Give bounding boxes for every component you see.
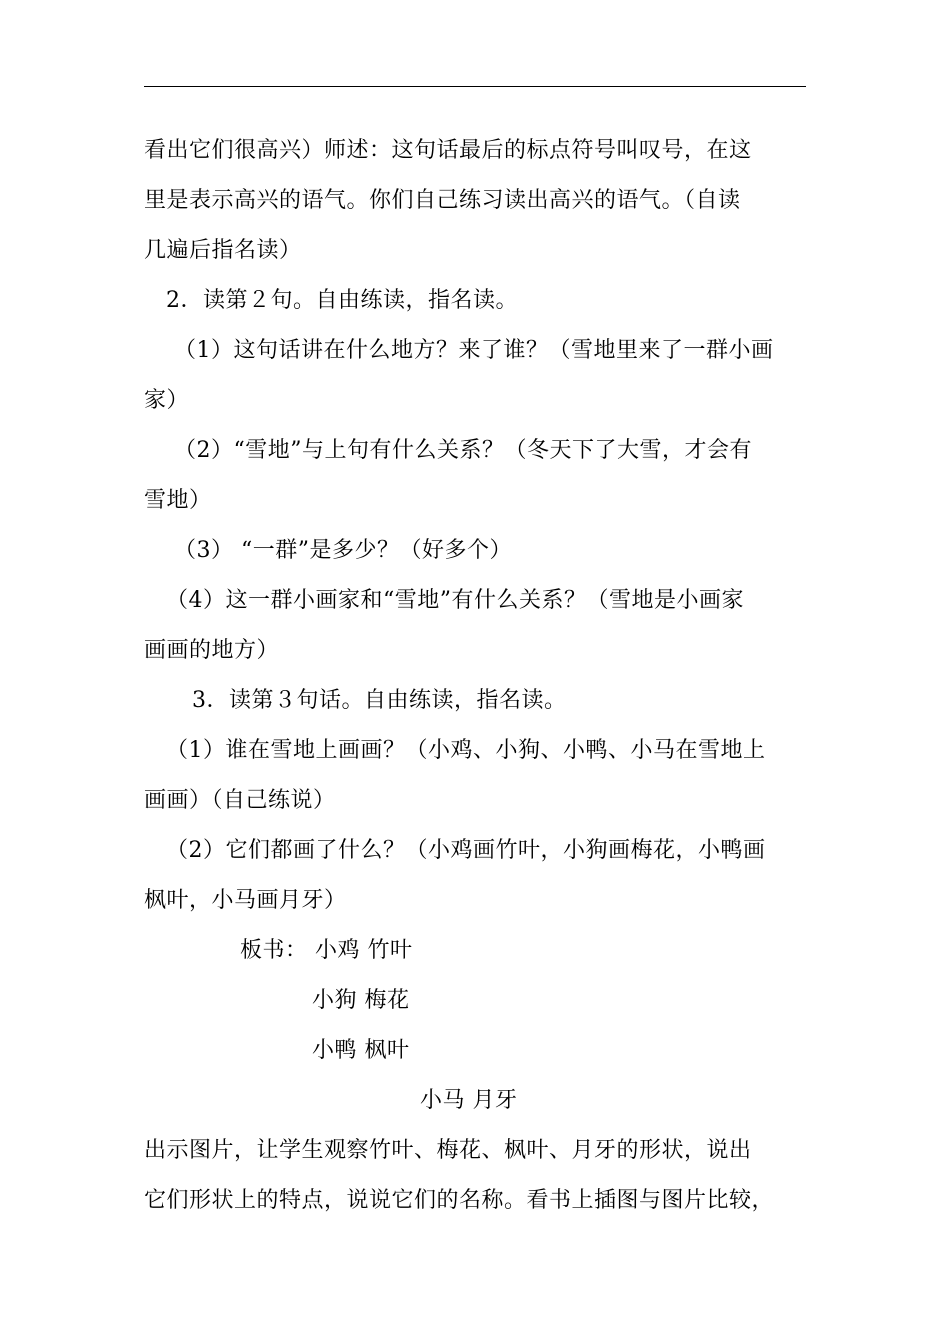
paragraph-line: 出示图片，让学生观察竹叶、梅花、枫叶、月牙的形状，说出 bbox=[144, 1138, 752, 1163]
board-notes: 板书： 小鸡 竹叶 bbox=[240, 938, 413, 963]
question-line: 家） bbox=[144, 388, 190, 413]
board-notes: 小马 月牙 bbox=[420, 1088, 518, 1113]
question-line: 画画的地方） bbox=[144, 638, 280, 663]
paragraph-line: 它们形状上的特点，说说它们的名称。看书上插图与图片比较， bbox=[144, 1188, 775, 1213]
question-line: （2）它们都画了什么？（小鸡画竹叶，小狗画梅花，小鸭画 bbox=[166, 838, 766, 863]
question-line: 画画）（自己练说） bbox=[144, 788, 336, 813]
question-line: （1）这句话讲在什么地方？来了谁？（雪地里来了一群小画 bbox=[174, 338, 774, 363]
header-rule bbox=[144, 86, 806, 87]
section-heading: 3．读第３句话。自由练读，指名读。 bbox=[192, 688, 567, 713]
section-heading: 2．读第２句。自由练读，指名读。 bbox=[166, 288, 518, 313]
board-notes: 小鸭 枫叶 bbox=[312, 1038, 410, 1063]
question-line: （2）“雪地”与上句有什么关系？（冬天下了大雪，才会有 bbox=[174, 438, 752, 463]
question-line: 雪地） bbox=[144, 488, 212, 513]
question-line: （4）这一群小画家和“雪地”有什么关系？（雪地是小画家 bbox=[166, 588, 744, 613]
paragraph-line: 几遍后指名读） bbox=[144, 238, 302, 263]
board-notes: 小狗 梅花 bbox=[312, 988, 410, 1013]
question-line: （3） “一群”是多少？（好多个） bbox=[174, 538, 512, 563]
paragraph-line: 里是表示高兴的语气。你们自己练习读出高兴的语气。（自读 bbox=[144, 188, 741, 213]
question-line: 枫叶，小马画月牙） bbox=[144, 888, 347, 913]
paragraph-line: 看出它们很高兴）师述：这句话最后的标点符号叫叹号，在这 bbox=[144, 138, 752, 163]
question-line: （1）谁在雪地上画画？（小鸡、小狗、小鸭、小马在雪地上 bbox=[166, 738, 766, 763]
